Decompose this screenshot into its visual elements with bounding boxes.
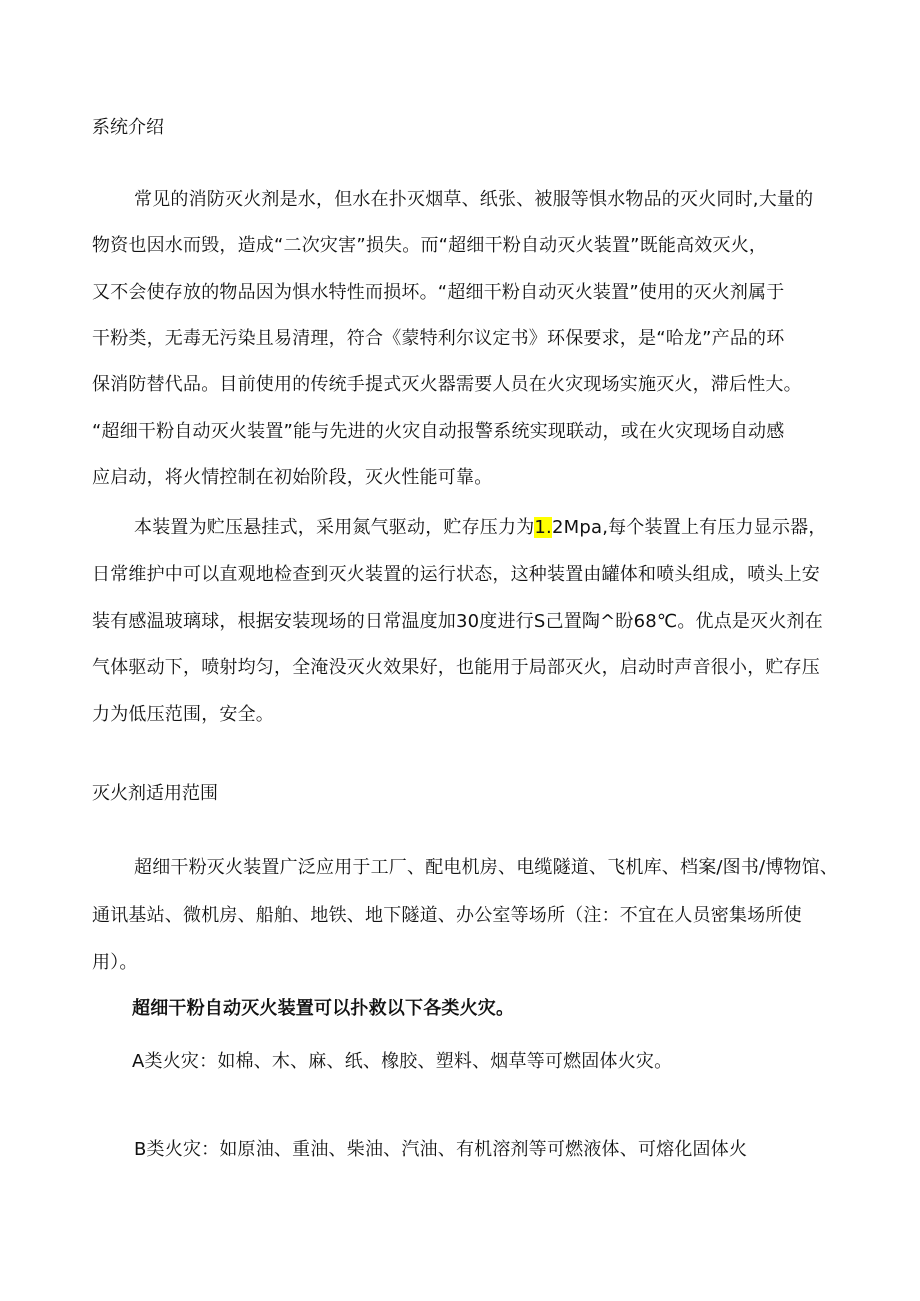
text-span: 2Mpa,每个装置上有压力显示器，	[551, 517, 827, 538]
section-title-scope: 灭火剂适用范围	[92, 783, 218, 804]
paragraph-line: 保消防替代品。目前使用的传统手提式灭火器需要人员在火灾现场实施灭火，滞后性大。	[92, 374, 802, 395]
paragraph-line: “超细干粉自动灭火装置”能与先进的火灾自动报警系统实现联动，或在火灾现场自动感	[92, 421, 785, 442]
fire-class-b: B类火灾：如原油、重油、柴油、汽油、有机溶剂等可燃液体、可熔化固体火	[134, 1139, 748, 1160]
paragraph-line: 物资也因水而毁，造成“二次灾害”损失。而“超细干粉自动灭火装置”既能高效灭火，	[92, 235, 768, 256]
paragraph-line: 干粉类，无毒无污染且易清理，符合《蒙特利尔议定书》环保要求，是“哈龙”产品的环	[92, 328, 785, 349]
paragraph-line: 超细干粉灭火装置广泛应用于工厂、配电机房、电缆隧道、飞机库、档案/图书/博物馆、	[134, 857, 839, 878]
paragraph-line: 日常维护中可以直观地检查到灭火装置的运行状态，这种装置由罐体和喷头组成，喷头上安	[92, 564, 820, 585]
paragraph-line-with-highlight	[134, 516, 827, 540]
paragraph-line: 应启动，将火情控制在初始阶段，灭火性能可靠。	[92, 467, 493, 488]
bold-statement: 超细干粉自动灭火装置可以扑救以下各类火灾。	[132, 998, 515, 1019]
paragraph-line: 力为低压范围，安全。	[92, 704, 274, 725]
paragraph-line: 通讯基站、微机房、船舶、地铁、地下隧道、办公室等场所（注：不宜在人员密集场所使	[92, 905, 802, 926]
paragraph-line: 用）。	[92, 952, 138, 973]
highlighted-text: 1.	[534, 517, 552, 538]
fire-class-a: A类火灾：如棉、木、麻、纸、橡胶、塑料、烟草等可燃固体火灾。	[132, 1051, 673, 1072]
paragraph-line: 气体驱动下，喷射均匀，全淹没灭火效果好，也能用于局部灭火，启动时声音很小，贮存压	[92, 657, 820, 678]
text-span: 本装置为贮压悬挂式，采用氮气驱动，贮存压力为	[134, 517, 535, 538]
paragraph-line: 又不会使存放的物品因为惧水特性而损坏。“超细干粉自动灭火装置”使用的灭火剂属于	[92, 282, 785, 303]
paragraph-line: 常见的消防灭火剂是水，但水在扑灭烟草、纸张、被服等惧水物品的灭火同时,大量的	[134, 189, 814, 210]
paragraph-line: 装有感温玻璃球，根据安装现场的日常温度加30度进行S己置陶^盼68℃。优点是灭火剂在	[92, 611, 823, 632]
section-title-intro: 系统介绍	[92, 117, 164, 138]
